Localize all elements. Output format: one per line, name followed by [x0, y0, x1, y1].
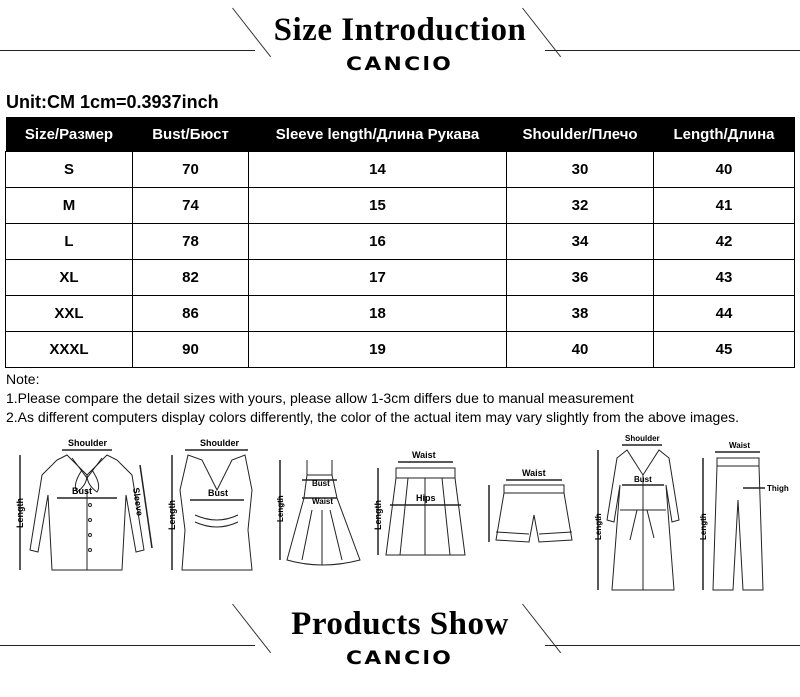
table-header-row — [6, 117, 795, 152]
note-item: 2.As different computers display colors differently, the color of the actual item may vary slightly from the above images. — [6, 409, 740, 425]
table-cell: 40 — [654, 152, 795, 188]
shoulder-label: Shoulder — [625, 434, 660, 443]
thigh-label: Thigh — [767, 484, 789, 493]
table-cell: 90 — [133, 332, 249, 368]
header-rule-left — [0, 645, 255, 646]
table-cell: S — [6, 152, 133, 188]
shorts-figure — [484, 430, 584, 585]
waist-label: Waist — [412, 450, 436, 460]
hips-label: Hips — [416, 493, 436, 503]
section-title: Products Show — [291, 606, 509, 642]
waist-label: Waist — [312, 497, 334, 506]
measurement-figures — [0, 430, 800, 590]
table-cell: XXXL — [6, 332, 133, 368]
bust-label: Bust — [208, 488, 228, 498]
table-cell: 14 — [249, 152, 507, 188]
table-cell: 16 — [249, 224, 507, 260]
page-title: Size Introduction — [273, 12, 527, 48]
table-cell: XL — [6, 260, 133, 296]
table-cell: 41 — [654, 188, 795, 224]
table-cell: 38 — [507, 296, 654, 332]
header-rule-left — [0, 50, 255, 51]
table-cell: 74 — [133, 188, 249, 224]
table-cell: 86 — [133, 296, 249, 332]
length-label: Length — [15, 498, 25, 528]
table-cell: 40 — [507, 332, 654, 368]
notes — [6, 370, 739, 427]
table-row — [6, 332, 795, 368]
size-table — [5, 117, 795, 368]
length-label: Length — [276, 495, 285, 522]
header-rule-right — [545, 645, 800, 646]
header-rule-right — [545, 50, 800, 51]
note-item: 1.Please compare the detail sizes with yours, please allow 1-3cm differs due to manual measurement — [6, 390, 634, 406]
column-header: Length/Длина — [654, 117, 795, 152]
table-row — [6, 224, 795, 260]
table-row — [6, 260, 795, 296]
dress-figure — [272, 430, 367, 585]
table-cell: 42 — [654, 224, 795, 260]
shoulder-label: Shoulder — [200, 438, 240, 448]
coat-figure — [592, 430, 692, 600]
column-header: Size/Размер — [6, 117, 133, 152]
sleeve-label: Sleeve — [131, 486, 145, 517]
table-row — [6, 296, 795, 332]
bust-label: Bust — [72, 486, 92, 496]
table-cell: 45 — [654, 332, 795, 368]
table-cell: 15 — [249, 188, 507, 224]
table-cell: 34 — [507, 224, 654, 260]
column-header: Sleeve length/Длина Рукава — [249, 117, 507, 152]
table-row — [6, 152, 795, 188]
table-cell: 70 — [133, 152, 249, 188]
table-cell: 78 — [133, 224, 249, 260]
notes-heading: Note: — [6, 371, 40, 387]
table-cell: 32 — [507, 188, 654, 224]
table-cell: M — [6, 188, 133, 224]
table-cell: 43 — [654, 260, 795, 296]
table-row — [6, 188, 795, 224]
length-label: Length — [167, 500, 177, 530]
table-cell: 17 — [249, 260, 507, 296]
table-cell: 82 — [133, 260, 249, 296]
table-cell: 19 — [249, 332, 507, 368]
bust-label: Bust — [634, 475, 652, 484]
shoulder-label: Shoulder — [68, 438, 108, 448]
pants-figure — [695, 430, 795, 600]
table-cell: 18 — [249, 296, 507, 332]
brand-logo: CANClO — [346, 647, 454, 669]
waist-label: Waist — [522, 468, 546, 478]
blouse-figure — [12, 430, 157, 585]
skirt-figure — [368, 430, 478, 585]
unit-line: Unit:CM 1cm=0.3937inch — [6, 92, 219, 112]
table-cell: 44 — [654, 296, 795, 332]
length-label: Length — [699, 513, 708, 540]
table-cell: 30 — [507, 152, 654, 188]
column-header: Shoulder/Плечо — [507, 117, 654, 152]
table-cell: XXL — [6, 296, 133, 332]
table-cell: L — [6, 224, 133, 260]
waist-label: Waist — [729, 441, 751, 450]
column-header: Bust/Бюст — [133, 117, 249, 152]
table-cell: 36 — [507, 260, 654, 296]
tank-figure — [160, 430, 265, 585]
bust-label: Bust — [312, 479, 330, 488]
length-label: Length — [594, 513, 603, 540]
length-label: Length — [373, 500, 383, 530]
brand-logo: CANClO — [346, 53, 454, 75]
